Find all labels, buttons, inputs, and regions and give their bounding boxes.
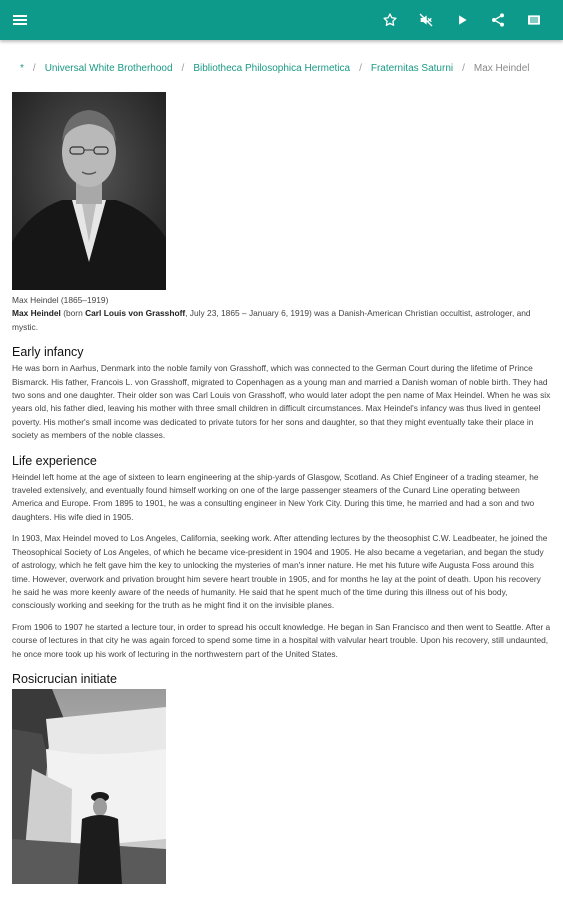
share-icon[interactable] [487, 9, 509, 31]
intro-rest: , July 23, 1865 – January 6, 1919) was a Danish-American Christian occultist, astrologer, and mystic. [12, 308, 531, 332]
section-paragraph: Heindel left home at the age of sixteen to learn engineering at the ship-yards of Glasgow, Scotland. As Chief Engineer of a trading steamer, he traveled extensively, and eventually found himself working on one of the large passenger steamers of the Cunard Line operating between America and Europe. From 1895 to 1901, he was a consulting engineer in New York City. During this time, he married and had a son and two daughters. His wife died in 1905. [12, 471, 539, 522]
waterfall-image [12, 689, 166, 884]
breadcrumb-current: Max Heindel [473, 63, 530, 74]
menu-icon[interactable] [12, 12, 28, 28]
image-caption: Max Heindel (1865–1919) [12, 295, 109, 305]
section-paragraph: He was born in Aarhus, Denmark into the noble family von Grasshoff, which was connected to the German Court during the lifetime of Prince Bismarck. His father, Francois L. von Grasshoff, migrated to Copenhagen as a young man and married a Danish woman of noble birth. They had two sons and one daughter. Their older son was Carl Louis von Grasshoff, who would later adopt the pen name of Max Heindel. When he was six years old, his father died, leaving his mother with three small children in difficult circumstances. Max Heindel's infancy was thus lived in genteel poverty. His mother's small income was dedicated to private tutors for her sons and daughter, so that they might eventually take their place in society as members of the noble classes. [12, 363, 551, 441]
intro-birthname: Carl Louis von Grasshoff [85, 308, 186, 319]
section-title-early-infancy: Early infancy [12, 345, 84, 360]
play-icon[interactable] [451, 9, 473, 31]
view-agenda-icon[interactable] [523, 9, 545, 31]
toolbar-actions [379, 9, 545, 31]
breadcrumb-item-bibliotheca[interactable]: Bibliotheca Philosophica Hermetica [193, 63, 351, 74]
section-title-rosicrucian-initiate: Rosicrucian initiate [12, 671, 117, 686]
intro-paragraph [12, 307, 552, 334]
star-icon[interactable] [379, 9, 401, 31]
section-paragraph: In 1903, Max Heindel moved to Los Angeles, California, seeking work. After attending lectures by the theosophist C.W. Leadbeater, he joined the Theosophical Society of Los Angeles, of which he became vice-president in 1904 and 1905. He also became a vegetarian, and began the study of astrology, which he felt gave him the key to unlocking the mysteries of man's inner nature. He met his future wife Augusta Foss around this time. However, overwork and privation brought him severe heart trouble in 1905, and for months he lay at the point of death. Upon his recovery he said he was more keenly aware of the needs of humanity. He said that he spent much of the time during this illness out of his body, consciously working and seeking for the truth as he might find it on the invisible planes. [12, 533, 548, 611]
intro-born: (born [60, 308, 86, 319]
article [12, 92, 552, 884]
section-paragraph: From 1906 to 1907 he started a lecture tour, in order to spread his occult knowledge. He began in San Francisco and then went to Seattle. After a course of lectures in that city he was again forced to spend some time in a hospital with valvular heart trouble. Upon his recovery, still undaunted, he once more took up his work of lecturing in the northwestern part of the United States. [12, 621, 551, 659]
intro-name: Max Heindel [12, 308, 61, 319]
app-toolbar [0, 0, 563, 40]
breadcrumb-item-fraternitas-saturni[interactable]: Fraternitas Saturni [370, 63, 454, 74]
breadcrumb-item-universal-white-brotherhood[interactable]: Universal White Brotherhood [44, 63, 173, 74]
breadcrumb-home[interactable]: * [20, 63, 24, 74]
portrait-image [12, 92, 166, 290]
section-title-life-experience: Life experience [12, 453, 97, 468]
volume-off-icon[interactable] [415, 9, 437, 31]
breadcrumb: * / Universal White Brotherhood / Bibliotheca Philosophica Hermetica / Fraternitas Saturni / Max Heindel [20, 63, 530, 74]
